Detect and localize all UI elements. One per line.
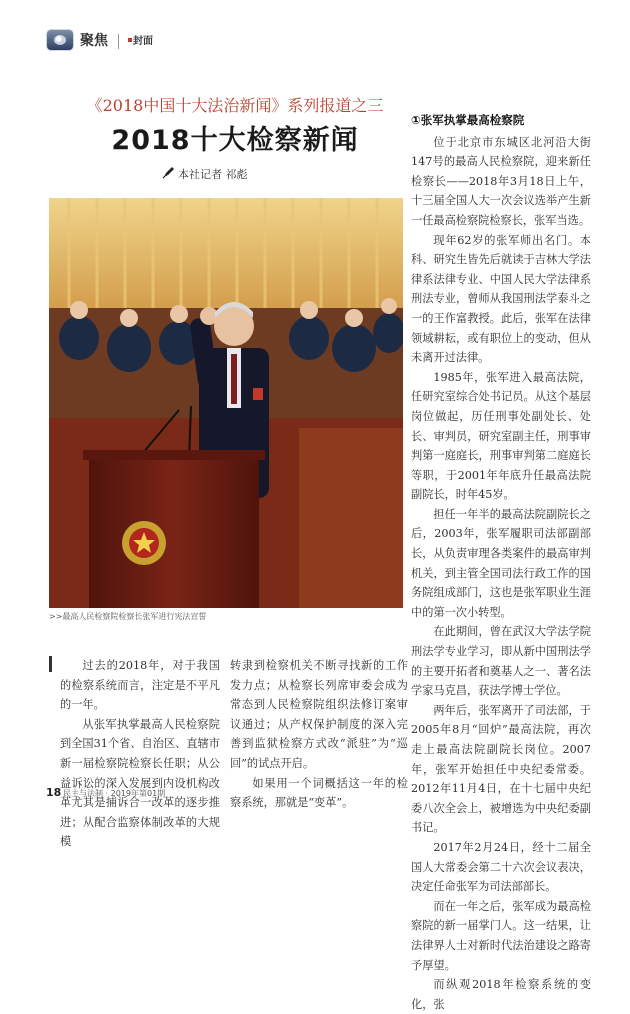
paragraph: 而在一年之后，张军成为最高检察院的新一届掌门人。这一结果，让法律界人士对新时代法治建设之路寄予厚望。: [411, 899, 591, 972]
paragraph: 1985年，张军进入最高法院，任研究室综合处书记员。从这个基层岗位做起，历任刑事处副处长、处长、审判员，研究室副主任，刑事审判第一庭庭长，刑事审判第二庭庭长等职，于2001年年底升任最高法院副院长，时年45岁。: [411, 370, 591, 502]
photo-caption: >>最高人民检察院检察长张军进行宪法宣誓: [49, 612, 207, 621]
paragraph: 过去的2018年，对于我国的检察系统而言，注定是不平凡的一年。: [60, 659, 220, 712]
middle-column: [230, 656, 408, 813]
byline: 本社记者 祁彪: [178, 168, 248, 181]
magazine-issue: 民主与法制 · 2019年第01期: [63, 789, 166, 798]
paragraph: 2017年2月24日，经十二届全国人大常委会第二十六次会议表决，决定任命张军为司法部部长。: [411, 840, 591, 894]
section-label: 聚焦: [80, 33, 108, 49]
subsection-label: 封面: [133, 36, 153, 47]
magazine-logo-icon: [47, 30, 73, 50]
paragraph: 如果用一个词概括这一年的检察系统，那就是“变革”。: [230, 776, 408, 810]
lead-column: [60, 656, 220, 852]
paragraph: 从张军执掌最高人民检察院到全国31个省、自治区、直辖市新一届检察院检察长任职；从公益诉讼的深入发展到内设机构改革尤其是捕诉合一改革的逐步推进；从配合监察体制改革的大规模: [60, 717, 220, 849]
right-column: [411, 111, 591, 1014]
lead-marker: [49, 656, 52, 672]
page-number: 18: [46, 786, 62, 799]
paragraph: 位于北京市东城区北河沿大街147号的最高人民检察院，迎来新任检察长——2018年3月18日上午，十三届全国人大一次会议选举产生新一任最高检察院检察长，张军当选。: [411, 135, 591, 227]
article-title: 2018十大检察新闻: [111, 125, 359, 156]
section-subhead: ①张军执掌最高检察院: [411, 113, 525, 127]
pen-icon: [162, 165, 176, 179]
oath-ceremony-photo: [49, 198, 403, 608]
paragraph: 在此期间，曾在武汉大学法学院刑法学专业学习，即从新中国刑法学的主要开拓者和奠基人之一、著名法学家马克昌，获法学博士学位。: [411, 625, 591, 698]
paragraph: 两年后，张军离开了司法部，于2005年8月“回炉”最高法院，再次走上最高法院副院长岗位。2007年，张军开始担任中央纪委常委。2012年11月4日，在十七届中央纪委八次全会上，被增选为中央纪委副书记。: [411, 703, 591, 835]
series-title: 《2018中国十大法治新闻》系列报道之三: [86, 96, 384, 115]
paragraph: 担任一年半的最高法院副院长之后，2003年，张军履职司法部副部长，从负责审理各类案件的最高审判机关，到主管全国司法行政工作的国务院组成部门，这也是张军职业生涯中的第一次小转型。: [411, 507, 591, 619]
paragraph: 现年62岁的张军师出名门。本科、研究生皆先后就读于吉林大学法律系法律专业、中国人民大学法律系刑法专业，曾师从我国刑法学泰斗之一的王作富教授。此后，张军在法律领域耕耘，或有职位上的变动，但从未离开过法律。: [411, 233, 591, 365]
paragraph: 而纵观2018年检察系统的变化，张: [411, 978, 591, 1011]
paragraph: 转隶到检察机关不断寻找新的工作发力点；从检察长列席审委会成为常态到人民检察院组织法修订案审议通过；从产权保护制度的深入完善到监狱检察方式改“派驻”为“巡回”的试点开启。: [230, 659, 408, 770]
header-divider: [118, 34, 119, 49]
photo-illustration: [49, 198, 403, 608]
subsection-marker-icon: [128, 38, 132, 42]
